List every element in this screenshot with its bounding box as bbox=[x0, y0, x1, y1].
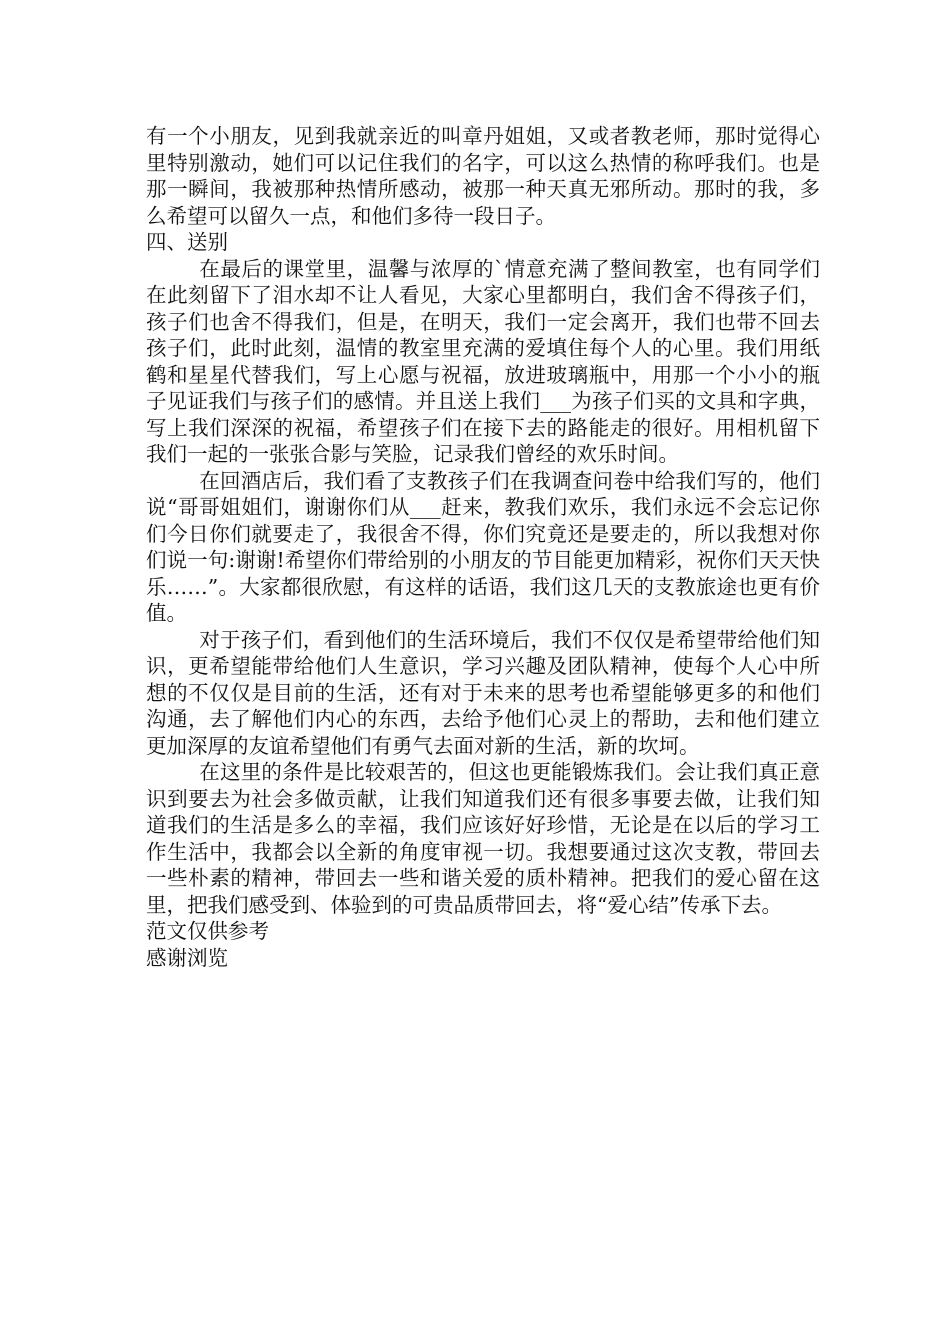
paragraph-farewell: 在最后的课堂里，温馨与浓厚的`情意充满了整间教室，也有同学们在此刻留下了泪水却不让人看见，大家心里都明白，我们舍不得孩子们，孩子们也舍不得我们，但是，在明天，我们一定会离开，我们也带不回去孩子们，此时此刻，温情的教室里充满的爱填住每个人的心里。我们用纸鹤和星星代替我们，写上心愿与祝福，放进玻璃瓶中，用那一个小小的瓶子见证我们与孩子们的感情。并且送上我们___为孩子们买的文具和字典，写上我们深深的祝福，希望孩子们在接下去的路能走的很好。用相机留下我们一起的一张张合影与笑脸，记录我们曾经的欢乐时间。 bbox=[146, 256, 820, 466]
paragraph-hotel: 在回酒店后，我们看了支教孩子们在我调查问卷中给我们写的，他们说“哥哥姐姐们，谢谢你们从___赶来，教我们欢乐，我们永远不会忘记你们今日你们就要走了，我很舍不得，你们究竟还是要走的，所以我想对你们说一句:谢谢!希望你们带给别的小朋友的节目能更加精彩，祝你们天天快乐……”。大家都很欣慰，有这样的话语，我们这几天的支教旅途也更有价值。 bbox=[146, 468, 820, 625]
paragraph-continuation: 有一个小朋友，见到我就亲近的叫章丹姐姐，又或者教老师，那时觉得心里特别激动，她们可以记住我们的名字，可以这么热情的称呼我们。也是那一瞬间，我被那种热情所感动，被那一种天真无邪所动。那时的我，多么希望可以留久一点，和他们多待一段日子。 bbox=[146, 124, 820, 228]
document-body bbox=[146, 123, 820, 971]
footer-note: 范文仅供参考 bbox=[146, 919, 269, 943]
section-heading: 四、送别 bbox=[146, 230, 228, 254]
paragraph-conditions: 在这里的条件是比较艰苦的，但这也更能锻炼我们。会让我们真正意识到要去为社会多做贡献，让我们知道我们还有很多事要去做，让我们知道我们的生活是多么的幸福，我们应该好好珍惜，无论是在以后的学习工作生活中，我都会以全新的角度审视一切。我想要通过这次支教，带回去一些朴素的精神，带回去一些和谐关爱的质朴精神。把我们的爱心留在这里，把我们感受到、体验到的可贵品质带回去，将“爱心结”传承下去。 bbox=[146, 760, 820, 917]
paragraph-children: 对于孩子们，看到他们的生活环境后，我们不仅仅是希望带给他们知识，更希望能带给他们人生意识，学习兴趣及团队精神，使每个人心中所想的不仅仅是目前的生活，还有对于未来的思考也希望能够更多的和他们沟通，去了解他们内心的东西，去给予他们心灵上的帮助，去和他们建立更加深厚的友谊希望他们有勇气去面对新的生活，新的坎坷。 bbox=[146, 627, 820, 758]
footer-thanks: 感谢浏览 bbox=[146, 945, 228, 970]
